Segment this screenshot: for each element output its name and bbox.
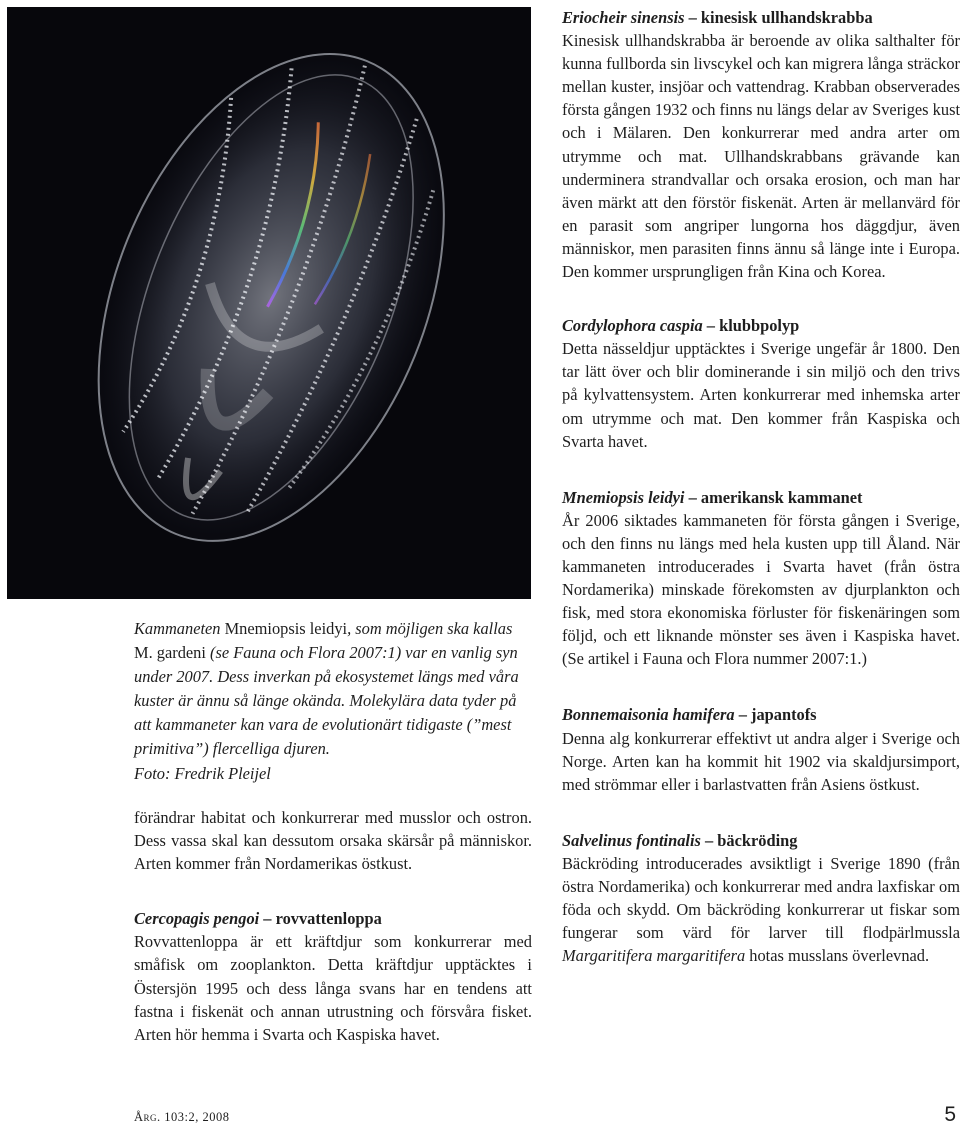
page-number: 5 (944, 1103, 956, 1126)
species-text-eriocheir: Kinesisk ullhandskrabba är beroende av olika salthalter för kunna fullborda sin livscykel och kan migrera långa sträckor mellan kuster, insjöar och vattendrag. Krabban observerades första gången 1932 och finns nu längs delar av Sveriges kust och i Mälaren. Den konkurrerar med andra arter om utrymme och mat. Ullhandskrabbans grävande kan underminera strandvallar och orsaka erosion, och man har även märkt att den förstör fiskenät. Arten är mellanvärd för en parasit som angriper lungorna hos däggdjur, även människor, men parasiten finns ännu så länge inte i Europa. Den kommer ursprungligen från Kina och Korea. (562, 31, 960, 282)
caption-alt-name: M. gardeni (134, 643, 206, 663)
species-text-salvelinus: Bäckröding introducerades avsiktligt i Sverige 1890 (från östra Nordamerika) och konkurrerar med andra laxfiskar om föda och skydd. Om bäckröding konkurrerar ut fiskar som fungerar som värd för larver till flodpärlmussla Margaritifera margaritifera hotas musslans överlevnad. (562, 853, 960, 966)
species-text-mnemiopsis: År 2006 siktades kammaneten för första gången i Sverige, och den finns nu längs med hela kusten upp till Åland. När kammaneten introducerades i Svarta havet (från östra Nordamerika) minskade förekomsten av djurplankton och fisk, med stora ekonomiska förluster för fiskenäringen som följd, och ett liknande mönster ses även i Kaspiska havet. (Se artikel i Fauna och Flora nummer 2007:1.) (562, 510, 960, 669)
species-text-cordylophora: Detta nässeldjur upptäcktes i Sverige ungefär år 1800. Den tar lätt över och blir dominerande i sin miljö och den trivs på kylvattensystem. Arten konkurrerar med inhemska arter om utrymme och mat. Den kommer från Kaspiska och Svarta havet. (562, 339, 960, 451)
species-heading-eriocheir: Eriocheir sinensis – kinesisk ullhandskrabba (562, 8, 873, 27)
common-name: japantofs (750, 705, 817, 725)
journal-issue: Årg. 103:2, 2008 (134, 1110, 230, 1124)
common-name: kinesisk ullhandskrabba (700, 8, 873, 27)
caption-text-2: , som möjligen ska kallas (347, 619, 513, 638)
species-heading-bonnemaisonia: Bonnemaisonia hamifera – japantofs (562, 705, 817, 725)
common-name: klubbpolyp (719, 316, 800, 336)
caption-text-3: (se Fauna och Flora 2007:1) var en vanlig syn under 2007. Dess inverkan på ekosystemet längs med våra kuster är ännu så länge okända. Molekylära data tyder på att kammaneter kan vara de evolutionärt tidigaste (”mest primitiva”) flercelliga djuren. (134, 643, 519, 759)
latin-name: Bonnemaisonia hamifera (562, 705, 735, 725)
latin-name: Cordylophora caspia (562, 316, 703, 336)
species-heading-mnemiopsis: Mnemiopsis leidyi – amerikansk kammanet (562, 487, 863, 507)
common-name: bäckröding (717, 830, 798, 850)
caption-text-1: Kammaneten (134, 619, 225, 638)
common-name: amerikansk kammanet (700, 487, 863, 507)
ctenophore-illustration (7, 7, 531, 599)
species-heading-cordylophora: Cordylophora caspia – klubbpolyp (562, 316, 800, 336)
latin-name: Cercopagis pengoi (134, 909, 260, 929)
photo-caption (134, 617, 534, 786)
caption-species-name: Mnemiopsis leidyi (224, 619, 348, 638)
latin-name-margaritifera: Margaritifera margaritifera (562, 946, 746, 966)
right-column (562, 6, 960, 967)
common-name: rovvattenloppa (275, 909, 382, 929)
ctenophore-photo (7, 7, 531, 599)
latin-name: Salvelinus fontinalis (562, 830, 701, 850)
continued-paragraph: förändrar habitat och konkurrerar med musslor och ostron. Dess vassa skal kan dessutom orsaka skärsår på människor. Arten kommer från Nordamerikas östkust. (134, 808, 532, 874)
species-text-cercopagis: Rovvattenloppa är ett kräftdjur som konkurrerar med småfisk om zooplankton. Detta kräftdjur upptäcktes i Östersjön 1995 och dess långa svans har en tendens att fastna i fiskenät och annan utrustning och försvåra fisket. Arten hör hemma i Svarta och Kaspiska havet. (134, 932, 532, 1044)
latin-name: Mnemiopsis leidyi (562, 487, 685, 507)
species-heading-salvelinus: Salvelinus fontinalis – bäckröding (562, 830, 798, 850)
photo-credit: Foto: Fredrik Pleijel (134, 763, 271, 783)
left-column (134, 806, 532, 1046)
species-heading-cercopagis: Cercopagis pengoi – rovvattenloppa (134, 909, 382, 929)
species-text-bonnemaisonia: Denna alg konkurrerar effektivt ut andra alger i Sverige och Norge. Arten kan ha kommit hit 1902 via skaldjursimport, med strömmar eller i barlastvatten från Asiens östkust. (562, 728, 960, 794)
latin-name: Eriocheir sinensis (562, 8, 685, 27)
